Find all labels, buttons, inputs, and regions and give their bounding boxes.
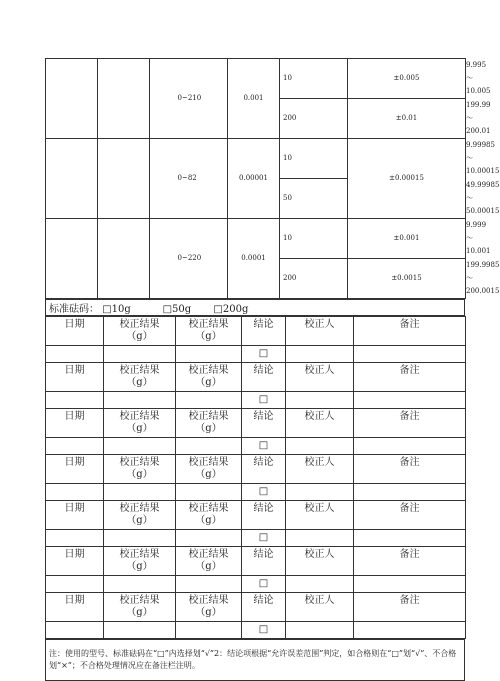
record-result2-label: 校正结果 （g） <box>176 363 242 392</box>
record-date-label: 日期 <box>46 547 104 576</box>
spec-weight: 10 <box>280 219 348 259</box>
spec-weight: 10 <box>280 139 348 179</box>
record-result1-label: 校正结果 （g） <box>104 547 176 576</box>
spec-weight: 200 <box>280 259 348 299</box>
record-header-row <box>46 409 466 438</box>
spec-range-gap <box>150 219 178 299</box>
record-result2-field[interactable] <box>176 576 242 593</box>
record-value-row <box>46 392 466 409</box>
record-result2-field[interactable] <box>176 438 242 455</box>
record-date-field[interactable] <box>46 484 104 501</box>
spec-tolerance: ±0.005 <box>348 59 466 99</box>
record-date-field[interactable] <box>46 392 104 409</box>
record-person-field[interactable] <box>286 484 354 501</box>
spec-tolerance: ±0.0015 <box>348 259 466 299</box>
records-table <box>45 316 466 639</box>
record-conclusion-label: 结论 <box>242 409 286 438</box>
record-result1-label: 校正结果 （g） <box>104 409 176 438</box>
record-date-label: 日期 <box>46 593 104 622</box>
std-weights-table <box>45 299 465 316</box>
spec-division: 0.001 <box>228 59 280 139</box>
record-remark-label: 备注 <box>354 547 466 576</box>
record-conclusion-label: 结论 <box>242 455 286 484</box>
footnote: 注：使用的型号、标准砝码在“□”内选择划“√”2：结论项根据“允许误差范围”判定，如合格则在“□”划“√”、不合格划“×”；不合格处理情况应在备注栏注明。 <box>46 640 465 681</box>
spec-division: 0.00001 <box>228 139 280 219</box>
std-weights-label: 标准砝码： <box>49 304 99 315</box>
record-result2-label: 校正结果 （g） <box>176 593 242 622</box>
record-header-row <box>46 317 466 346</box>
record-remark-field[interactable] <box>354 576 466 593</box>
record-result1-field[interactable] <box>104 530 176 547</box>
record-remark-label: 备注 <box>354 317 466 346</box>
spec-division: 0.0001 <box>228 219 280 299</box>
record-person-field[interactable] <box>286 346 354 363</box>
record-person-field[interactable] <box>286 622 354 639</box>
record-conclusion-label: 结论 <box>242 501 286 530</box>
record-person-label: 校正人 <box>286 593 354 622</box>
record-conclusion-label: 结论 <box>242 593 286 622</box>
record-date-label: 日期 <box>46 455 104 484</box>
record-conclusion-checkbox[interactable]: □ <box>242 346 286 363</box>
record-remark-field[interactable] <box>354 484 466 501</box>
record-result1-field[interactable] <box>104 622 176 639</box>
record-conclusion-checkbox[interactable]: □ <box>242 530 286 547</box>
spec-weight: 50 <box>280 179 348 219</box>
spec-tolerance: ±0.001 <box>348 219 466 259</box>
record-value-row <box>46 346 466 363</box>
record-date-label: 日期 <box>46 501 104 530</box>
record-result1-label: 校正结果 （g） <box>104 593 176 622</box>
record-result1-label: 校正结果 （g） <box>104 501 176 530</box>
record-remark-label: 备注 <box>354 593 466 622</box>
spec-range: 0~210 <box>178 59 228 139</box>
spec-row: 200 ±0.0015 199.9985～200.0015 <box>46 259 466 299</box>
record-value-row <box>46 438 466 455</box>
record-date-field[interactable] <box>46 346 104 363</box>
record-value-row <box>46 484 466 501</box>
record-date-label: 日期 <box>46 409 104 438</box>
record-remark-field[interactable] <box>354 392 466 409</box>
record-remark-field[interactable] <box>354 622 466 639</box>
spec-tolerance: ±0.00015 <box>348 139 466 219</box>
record-conclusion-label: 结论 <box>242 363 286 392</box>
spec-range-gap <box>150 139 178 219</box>
record-result1-field[interactable] <box>104 392 176 409</box>
record-result2-label: 校正结果 （g） <box>176 455 242 484</box>
record-person-label: 校正人 <box>286 501 354 530</box>
spec-weight: 200 <box>280 99 348 139</box>
record-conclusion-checkbox[interactable]: □ <box>242 576 286 593</box>
spec-range: 0~220 <box>178 219 228 299</box>
record-conclusion-checkbox[interactable]: □ <box>242 484 286 501</box>
std-weight-10g[interactable]: □10g <box>102 304 131 315</box>
record-result2-label: 校正结果 （g） <box>176 501 242 530</box>
spec-model-cell[interactable] <box>46 219 98 299</box>
spec-range: 0~82 <box>178 139 228 219</box>
record-remark-field[interactable] <box>354 530 466 547</box>
spec-weight: 10 <box>280 59 348 99</box>
record-result1-field[interactable] <box>104 576 176 593</box>
record-result1-label: 校正结果 （g） <box>104 317 176 346</box>
record-result1-field[interactable] <box>104 484 176 501</box>
record-person-label: 校正人 <box>286 547 354 576</box>
record-header-row <box>46 593 466 622</box>
record-person-label: 校正人 <box>286 363 354 392</box>
note-table <box>45 639 465 681</box>
record-result2-label: 校正结果 （g） <box>176 409 242 438</box>
record-person-label: 校正人 <box>286 317 354 346</box>
record-date-field[interactable] <box>46 438 104 455</box>
spec-serial-cell[interactable] <box>98 219 150 299</box>
record-remark-label: 备注 <box>354 455 466 484</box>
spec-tolerance: ±0.01 <box>348 99 466 139</box>
record-result2-label: 校正结果 （g） <box>176 547 242 576</box>
spec-serial-cell[interactable] <box>98 139 150 219</box>
record-result2-field[interactable] <box>176 346 242 363</box>
record-result2-label: 校正结果 （g） <box>176 317 242 346</box>
record-conclusion-checkbox[interactable]: □ <box>242 392 286 409</box>
record-date-label: 日期 <box>46 317 104 346</box>
record-remark-field[interactable] <box>354 346 466 363</box>
record-person-field[interactable] <box>286 576 354 593</box>
spec-serial-cell[interactable] <box>98 59 150 139</box>
std-weights-row <box>46 300 465 316</box>
record-result2-field[interactable] <box>176 392 242 409</box>
calibration-form <box>45 58 500 681</box>
record-result1-label: 校正结果 （g） <box>104 363 176 392</box>
spec-row: 0~220 0.0001 10 ±0.001 9.999～10.001 <box>46 219 466 259</box>
spec-row: 50 49.99985～50.00015 <box>46 179 466 219</box>
spec-row: 0~82 0.00001 10 ±0.00015 9.99985～10.00015 <box>46 139 466 179</box>
record-value-row <box>46 530 466 547</box>
record-header-row <box>46 363 466 392</box>
record-remark-field[interactable] <box>354 438 466 455</box>
record-result1-label: 校正结果 （g） <box>104 455 176 484</box>
record-conclusion-label: 结论 <box>242 547 286 576</box>
record-result2-field[interactable] <box>176 622 242 639</box>
record-date-field[interactable] <box>46 576 104 593</box>
record-header-row <box>46 501 466 530</box>
spec-row: 200 ±0.01 199.99～200.01 <box>46 99 466 139</box>
record-value-row <box>46 622 466 639</box>
spec-range-gap <box>150 59 178 139</box>
record-header-row <box>46 547 466 576</box>
record-person-field[interactable] <box>286 438 354 455</box>
std-weight-200g[interactable]: □200g <box>213 304 249 315</box>
record-remark-label: 备注 <box>354 501 466 530</box>
spec-model-cell[interactable] <box>46 139 98 219</box>
record-conclusion-checkbox[interactable]: □ <box>242 438 286 455</box>
record-remark-label: 备注 <box>354 409 466 438</box>
record-person-label: 校正人 <box>286 455 354 484</box>
record-person-label: 校正人 <box>286 409 354 438</box>
spec-row: 0~210 0.001 10 ±0.005 9.995～10.005 <box>46 59 466 99</box>
record-result1-field[interactable] <box>104 438 176 455</box>
record-result2-field[interactable] <box>176 484 242 501</box>
record-result2-field[interactable] <box>176 530 242 547</box>
record-header-row <box>46 455 466 484</box>
record-date-field[interactable] <box>46 530 104 547</box>
record-date-label: 日期 <box>46 363 104 392</box>
record-person-field[interactable] <box>286 392 354 409</box>
spec-table <box>45 58 500 299</box>
record-conclusion-checkbox[interactable]: □ <box>242 622 286 639</box>
std-weight-50g[interactable]: □50g <box>162 304 192 315</box>
record-conclusion-label: 结论 <box>242 317 286 346</box>
record-date-field[interactable] <box>46 622 104 639</box>
spec-model-cell[interactable] <box>46 59 98 139</box>
record-person-field[interactable] <box>286 530 354 547</box>
record-remark-label: 备注 <box>354 363 466 392</box>
record-value-row <box>46 576 466 593</box>
record-result1-field[interactable] <box>104 346 176 363</box>
